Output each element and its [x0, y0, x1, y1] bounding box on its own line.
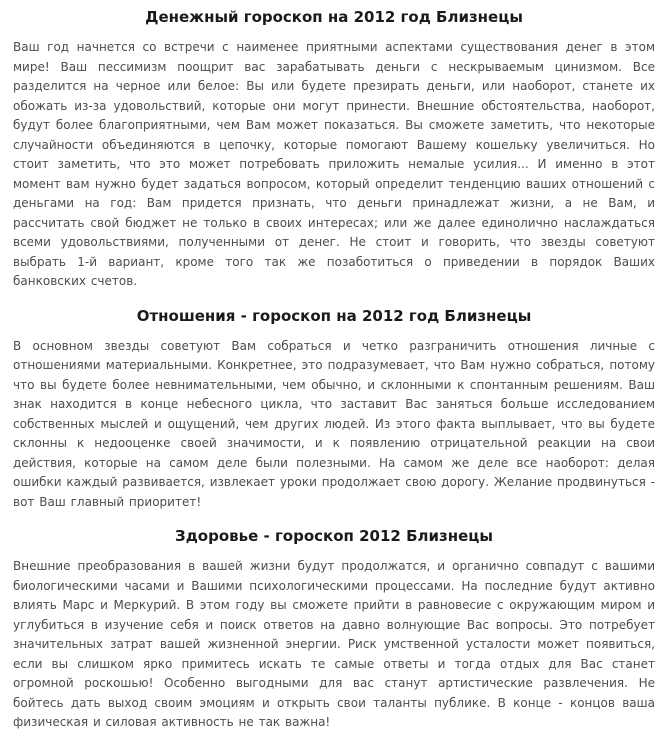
health-horoscope-heading: Здоровье - гороскоп 2012 Близнецы: [175, 527, 493, 545]
money-horoscope-heading: Денежный гороскоп на 2012 год Близнецы: [145, 8, 523, 26]
relationships-horoscope-text: В основном звезды советуют Вам собраться и четко разграничить отношения личные с отношениями материальными. Конкретнее, это подразумевает, что Вам нужно собраться, потому что вы будете более невнимательными, чем обычно, и склонными к спонтанным решениям. Ваш знак находится в конце небесного цикла, что заставит Вас заняться больше исследованием собственных мыслей и ощущений, чем других людей. Из этого факта выплывает, что вы будете склонны к недооценке своей значимости, и к появлению отрицательной реакции на свои действия, которые на самом деле были полезными. На самом же деле все наоборот: делая ошибки каждый развивается, извлекает уроки продолжает свою дорогу. Желание продвинуться - вот Ваш главный приоритет!: [13, 338, 655, 509]
relationships-horoscope-heading: Отношения - гороскоп на 2012 год Близнецы: [136, 306, 532, 325]
health-horoscope-text: Внешние преобразования в вашей жизни будут продолжатся, и органично совпадут с вашими биологическими часами и Вашими психологическими процессами. На последние будут активно влиять Марс и Меркурий. В этом году вы сможете прийти в равновесие с окружающим миром и углубиться в изучение себя и поиск ответов на давно волнующие Вас вопросы. Это потребует значительных затрат вашей жизненной энергии. Риск умственной усталости может появиться, если вы слишком ярко примитесь искать те самые ответы и тогда отдых для Вас станет огромной роскошью! Особенно выгодными для вас станут артистические развлечения. Не бойтесь дать выход своим эмоциям и открыть свои таланты публике. В конце - концов ваша физическая и силовая активность не так важна!: [13, 559, 655, 729]
money-horoscope-text: Ваш год начнется со встречи с наименее приятными аспектами существования денег в этом мире! Ваш пессимизм поощрит вас зарабатывать деньги с нескрываемым цинизмом. Все разделится на черное или белое: Вы или будете презирать деньги, или наоборот, станете их обожать из-за удовольствий, которые они могут принести. Внешние обстоятельства, наоборот, будут более благоприятными, чем Вам может показаться. Вы сможете заметить, что некоторые случайности объединяются в цепочку, которые помогают Вашему кошельку увеличиться. Но стоит заметить, что это может потребовать приложить немалые усилия... И именно в этот момент вам нужно будет задаться вопросом, который определит тенденцию ваших отношений с деньгами на год: Вам придется признать, что деньги принадлежат жизни, а не Вам, и рассчитать свой бюджет не только в своих интересах; или же далее единолично наслаждаться всеми удовольствиями, полученными от денег. Не стоит и говорить, что звезды советуют выбрать 1-й вариант, кроме того так же позаботиться о приведении в порядок Ваших банковских счетов.: [13, 40, 655, 288]
